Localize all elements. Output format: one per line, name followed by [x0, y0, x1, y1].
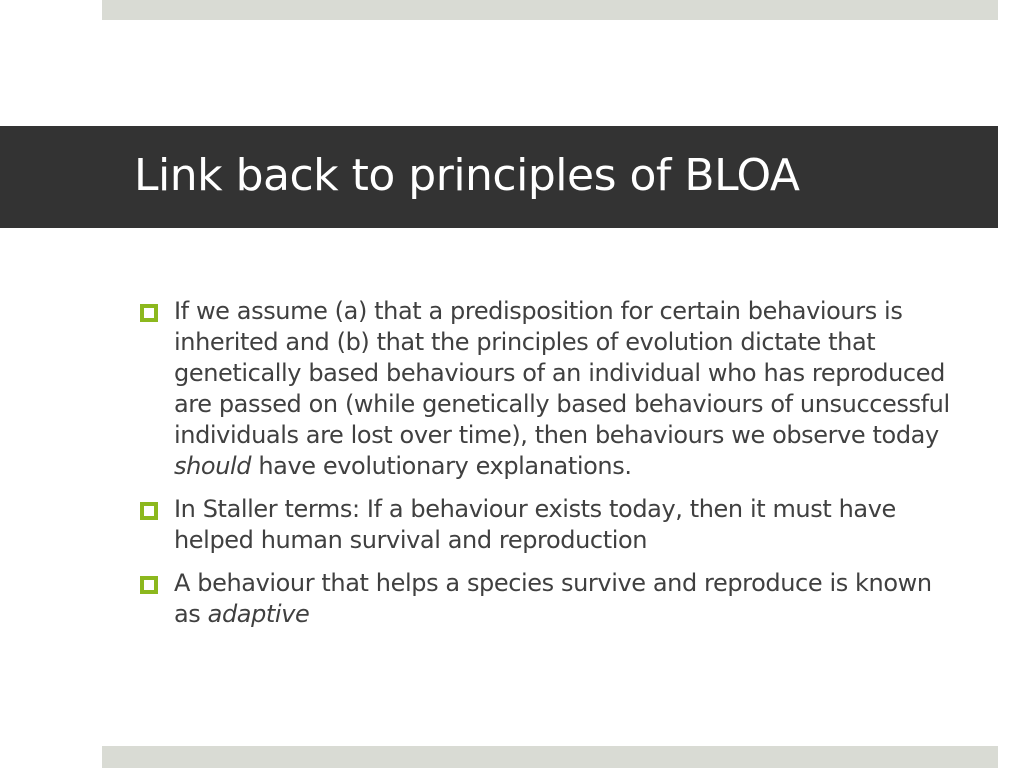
bottom-decorative-band: [102, 746, 998, 768]
bullet-1-text-after: have evolutionary explanations.: [251, 452, 632, 480]
bullet-2-text: In Staller terms: If a behaviour exists today, then it must have helped human survival and reproduction: [174, 495, 896, 554]
bullet-1-text: If we assume (a) that a predisposition for certain behaviours is inherited and (b) that the principles of evolution dictate that genetically based behaviours of an individual who has reproduced are passed on (while genetically based behaviours of unsuccessful individuals are lost over time), then behaviours we observe today: [174, 297, 950, 449]
square-bullet-icon: [140, 502, 158, 520]
bullet-3-text: A behaviour that helps a species survive and reproduce is known as: [174, 569, 932, 628]
bullet-3-emphasis: adaptive: [207, 600, 310, 628]
bullet-list: [140, 296, 960, 642]
bullet-item-3: [140, 568, 960, 630]
slide-title: Link back to principles of BLOA: [134, 150, 800, 201]
bullet-item-1: [140, 296, 960, 482]
top-decorative-band: [102, 0, 998, 20]
square-bullet-icon: [140, 576, 158, 594]
bullet-1-emphasis: should: [174, 452, 252, 480]
square-bullet-icon: [140, 304, 158, 322]
bullet-item-2: [140, 494, 960, 556]
